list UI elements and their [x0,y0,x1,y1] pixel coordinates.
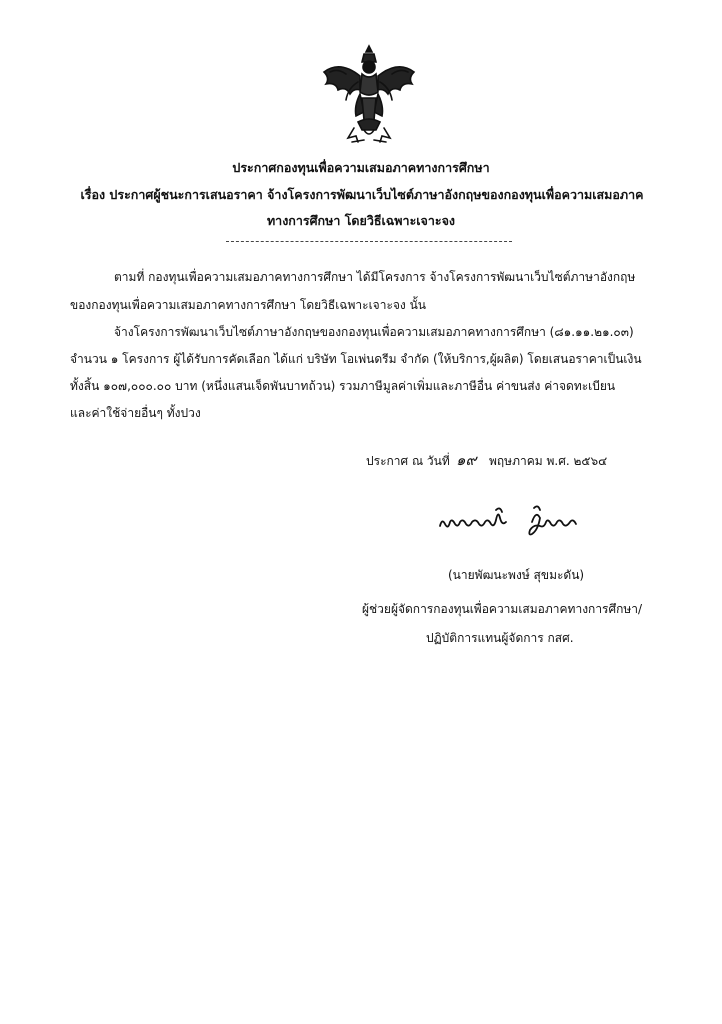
date-day: ๑๙ [456,451,477,469]
divider-line [226,241,512,242]
paragraph2-line2: จำนวน ๑ โครงการ ผู้ได้รับการคัดเลือก ได้แก่ บริษัท โอเพ่นดรีม จำกัด (ให้บริการ,ผู้ผลิต) โดยเสนอราคาเป็นเงิน [70,352,642,366]
handwritten-signature [436,500,596,540]
announcement-title: ประกาศกองทุนเพื่อความเสมอภาคทางการศึกษา [232,160,490,175]
date-month-year: พฤษภาคม พ.ศ. ๒๕๖๔ [489,454,608,468]
signatory-name: (นายพัฒนะพงษ์ สุขมะดัน) [448,568,585,582]
garuda-emblem-icon [318,42,420,148]
signatory-acting-position: ปฏิบัติการแทนผู้จัดการ กสศ. [426,631,574,645]
paragraph2-line4: และค่าใช้จ่ายอื่นๆ ทั้งปวง [70,406,201,420]
paragraph1-line2: ของกองทุนเพื่อความเสมอภาคทางการศึกษา โดยวิธีเฉพาะเจาะจง นั้น [70,298,426,312]
paragraph2-line3: ทั้งสิ้น ๑๐๗,๐๐๐.๐๐ บาท (หนึ่งแสนเจ็ดพันบาทถ้วน) รวมภาษีมูลค่าเพิ่มและภาษีอื่น ค่าขนส่ง ค่าจดทะเบียน [70,379,616,393]
announcement-subject: เรื่อง ประกาศผู้ชนะการเสนอราคา จ้างโครงการพัฒนาเว็บไซต์ภาษาอังกฤษของกองทุนเพื่อความเสมอภาค [80,187,644,202]
signatory-position: ผู้ช่วยผู้จัดการกองทุนเพื่อความเสมอภาคทางการศึกษา/ [362,602,643,616]
announcement-subject-continued: ทางการศึกษา โดยวิธีเฉพาะเจาะจง [266,213,456,228]
paragraph2-line1: จ้างโครงการพัฒนาเว็บไซต์ภาษาอังกฤษของกองทุนเพื่อความเสมอภาคทางการศึกษา (๘๑.๑๑.๒๑.๐๓) [114,325,634,339]
paragraph1-line1: ตามที่ กองทุนเพื่อความเสมอภาคทางการศึกษา ได้มีโครงการ จ้างโครงการพัฒนาเว็บไซต์ภาษาอังกฤษ [114,270,636,284]
date-prefix: ประกาศ ณ วันที่ [366,454,450,468]
